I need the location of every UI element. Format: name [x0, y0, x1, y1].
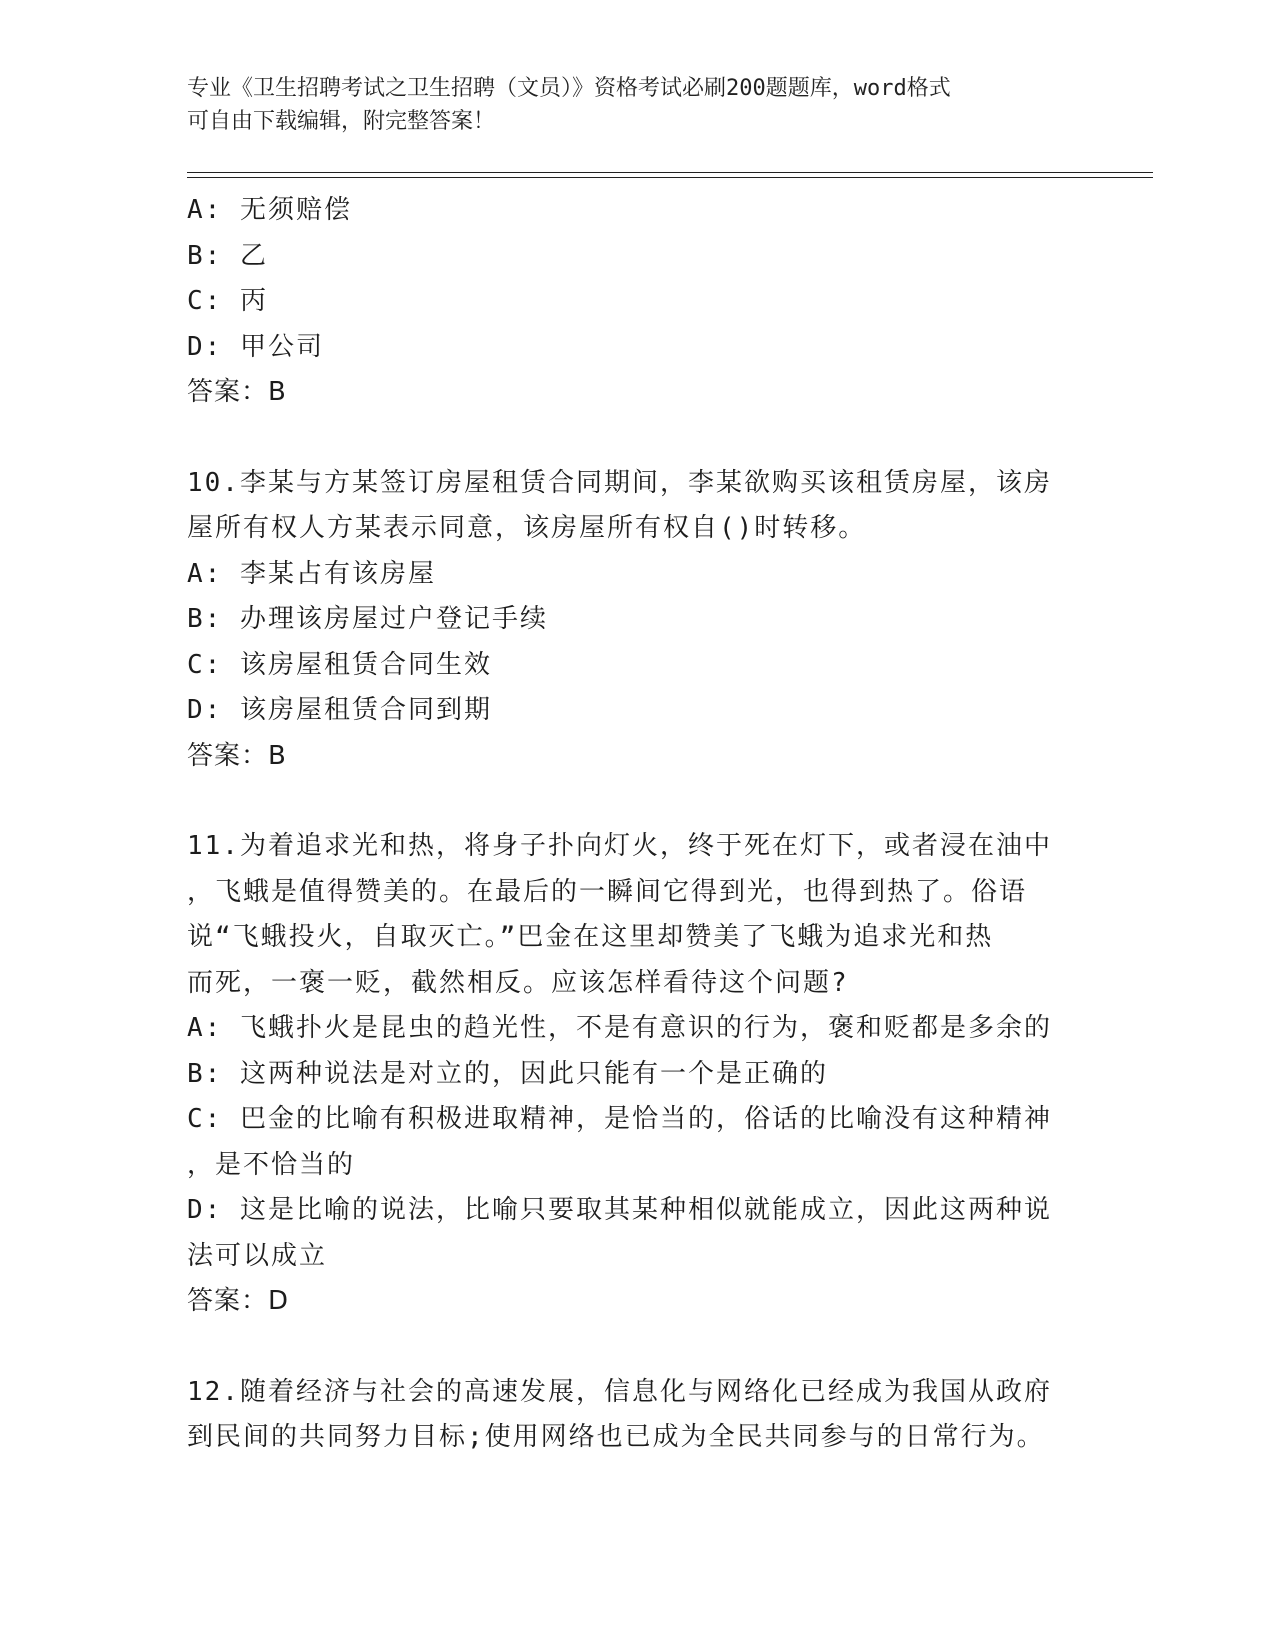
- question-12: [187, 1370, 1067, 1461]
- question-stem-line: 到民间的共同努力目标;使用网络也已成为全民共同参与的日常行为。: [187, 1422, 1045, 1452]
- header-line-2: 可自由下载编辑，附完整答案！: [187, 109, 496, 134]
- option-d: D: 甲公司: [187, 331, 324, 362]
- answer: 答案：D: [187, 1286, 290, 1316]
- option-c-continued: ，是不恰当的: [187, 1149, 356, 1180]
- option-b: B: 这两种说法是对立的，因此只能有一个是正确的: [187, 1058, 828, 1089]
- question-stem-line: 而死，一褒一贬，截然相反。应该怎样看待这个问题?: [187, 967, 849, 998]
- question-list: [187, 188, 1067, 1461]
- spacer: [187, 1325, 1067, 1370]
- document-header: [187, 72, 1057, 138]
- question-stem-line: 屋所有权人方某表示同意，该房屋所有权自()时转移。: [187, 513, 867, 543]
- option-d-continued: 法可以成立: [187, 1240, 328, 1271]
- option-a: A: 飞蛾扑火是昆虫的趋光性，不是有意识的行为，褒和贬都是多余的: [187, 1013, 1052, 1043]
- question-stem-line: 11.为着追求光和热，将身子扑向灯火，终于死在灯下，或者浸在油中: [187, 831, 1052, 861]
- option-a: A: 无须赔偿: [187, 195, 352, 225]
- header-line-1: 专业《卫生招聘考试之卫生招聘（文员）》资格考试必刷200题题库，word格式: [187, 76, 951, 101]
- answer: 答案：B: [187, 377, 287, 407]
- question-9: [187, 188, 1067, 416]
- option-b: B: 办理该房屋过户登记手续: [187, 604, 548, 634]
- option-b: B: 乙: [187, 240, 268, 271]
- option-c: C: 巴金的比喻有积极进取精神，是恰当的，俗话的比喻没有这种精神: [187, 1104, 1052, 1134]
- option-c: C: 丙: [187, 286, 268, 316]
- spacer: [187, 416, 1067, 461]
- question-11: [187, 824, 1067, 1325]
- option-d: D: 该房屋租赁合同到期: [187, 695, 492, 725]
- option-a: A: 李某占有该房屋: [187, 558, 436, 589]
- question-stem-line: 说“飞蛾投火，自取灭亡。”巴金在这里却赞美了飞蛾为追求光和热: [187, 922, 994, 952]
- question-10: [187, 461, 1067, 780]
- spacer: [187, 779, 1067, 824]
- question-stem-line: 12.随着经济与社会的高速发展，信息化与网络化已经成为我国从政府: [187, 1376, 1052, 1407]
- option-d: D: 这是比喻的说法，比喻只要取其某种相似就能成立，因此这两种说: [187, 1195, 1052, 1225]
- answer: 答案：B: [187, 740, 287, 771]
- question-stem-line: ，飞蛾是值得赞美的。在最后的一瞬间它得到光，也得到热了。俗语: [187, 876, 1028, 907]
- option-c: C: 该房屋租赁合同生效: [187, 649, 492, 680]
- header-rule-top: [187, 172, 1153, 173]
- header-rule-bottom: [187, 177, 1153, 178]
- question-stem-line: 10.李某与方某签订房屋租赁合同期间，李某欲购买该租赁房屋，该房: [187, 467, 1052, 498]
